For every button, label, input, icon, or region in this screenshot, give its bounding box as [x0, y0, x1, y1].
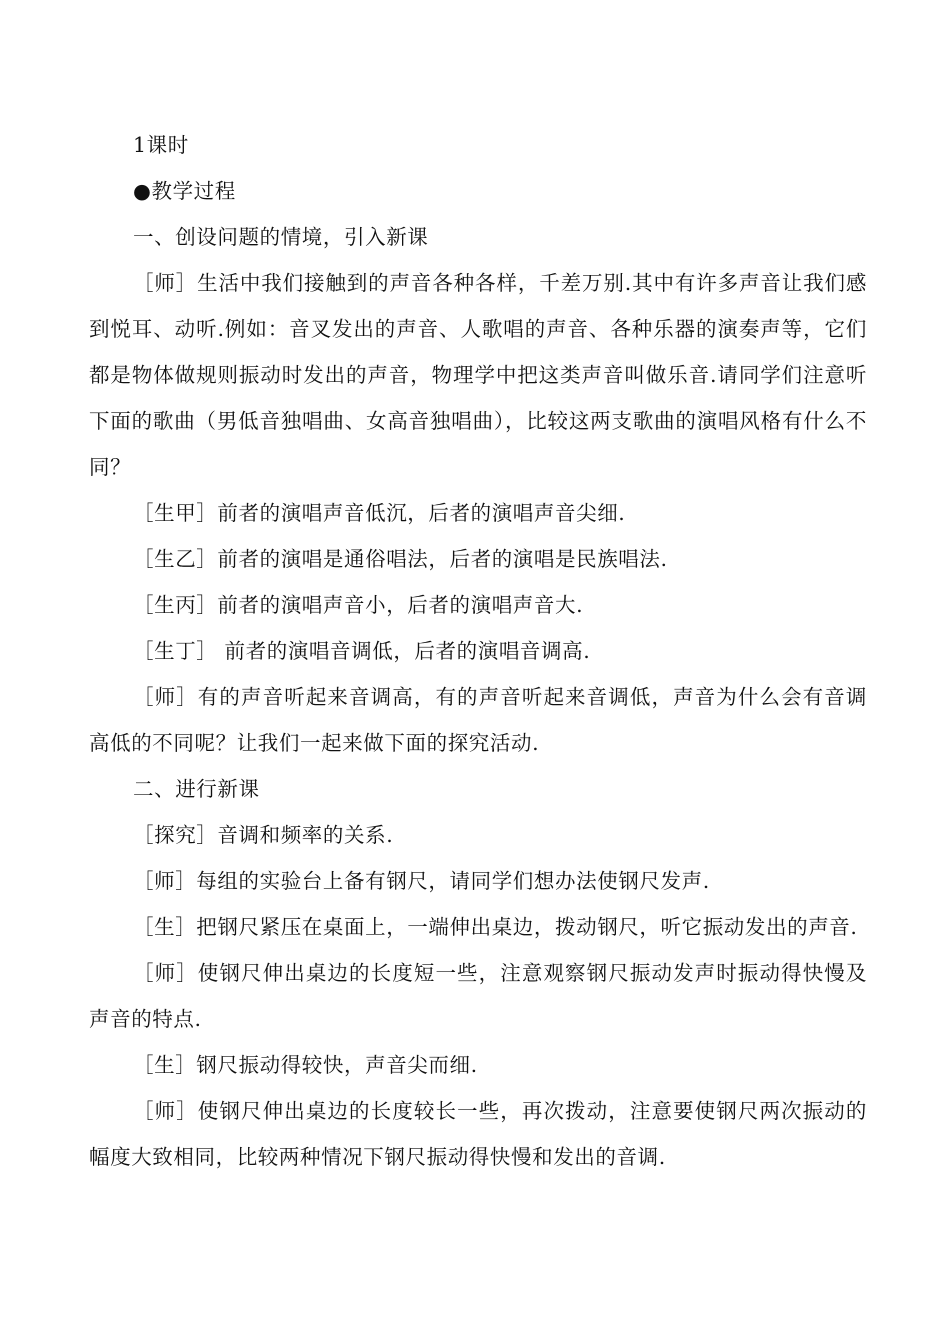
section-heading-teaching-process: ●教学过程	[133, 179, 236, 203]
paragraph-student-a: ［生甲］前者的演唱声音低沉，后者的演唱声音尖细.	[133, 501, 626, 525]
paragraph-teacher-intro: ［师］生活中我们接触到的声音各种各样，千差万别.其中有许多声音让我们感到悦耳、动听.例如：音叉发出的声音、人歌唱的声音、各种乐器的演奏声等，它们都是物体做规则振动时发出的声音，物理学中把这类声音叫做乐音.请同学们注意听下面的歌曲（男低音独唱曲、女高音独唱曲），比较这两支歌曲的演唱风格有什么不同？	[89, 271, 867, 479]
lesson-duration: 1课时	[133, 133, 189, 157]
paragraph-teacher-ruler: ［师］每组的实验台上备有钢尺，请同学们想办法使钢尺发声.	[133, 869, 710, 893]
paragraph-student-d: ［生丁］ 前者的演唱音调低，后者的演唱音调高.	[133, 639, 591, 663]
paragraph-teacher-long: ［师］使钢尺伸出桌边的长度较长一些，再次拨动，注意要使钢尺两次振动的幅度大致相同，比较两种情况下钢尺振动得快慢和发出的音调.	[89, 1099, 867, 1169]
paragraph-teacher-question: ［师］有的声音听起来音调高，有的声音听起来音调低，声音为什么会有音调高低的不同呢？让我们一起来做下面的探究活动.	[89, 685, 867, 755]
paragraph-explore: ［探究］音调和频率的关系.	[133, 823, 394, 847]
paragraph-student-ruler: ［生］把钢尺紧压在桌面上，一端伸出桌边，拨动钢尺，听它振动发出的声音.	[133, 915, 858, 939]
paragraph-student-fast: ［生］钢尺振动得较快，声音尖而细.	[133, 1053, 478, 1077]
paragraph-student-c: ［生丙］前者的演唱声音小，后者的演唱声音大.	[133, 593, 584, 617]
paragraph-teacher-short: ［师］使钢尺伸出桌边的长度短一些，注意观察钢尺振动发声时振动得快慢及声音的特点.	[89, 961, 867, 1031]
paragraph-student-b: ［生乙］前者的演唱是通俗唱法，后者的演唱是民族唱法.	[133, 547, 668, 571]
section-heading-intro: 一、创设问题的情境，引入新课	[133, 225, 429, 249]
document-body	[89, 122, 867, 1180]
section-heading-new-lesson: 二、进行新课	[133, 777, 260, 801]
